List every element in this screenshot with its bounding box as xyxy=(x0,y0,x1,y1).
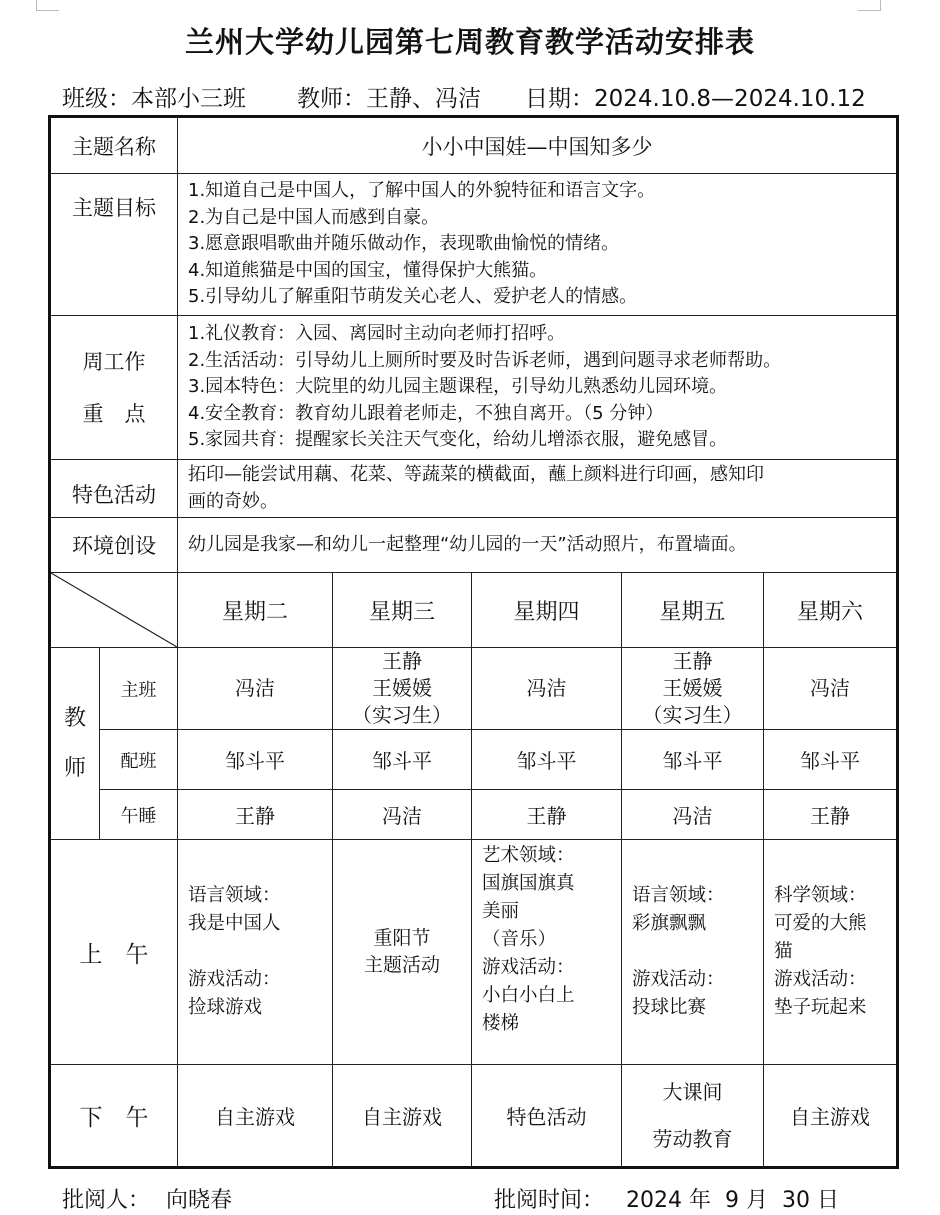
goals-row xyxy=(50,174,898,316)
class-label: 班级： xyxy=(62,86,131,112)
assist-teacher-row xyxy=(50,730,898,790)
activity-line xyxy=(632,938,759,966)
afternoon-activity-cell: 自主游戏 xyxy=(764,1065,898,1168)
morning-activity-cell xyxy=(764,840,898,1065)
goal-item: 5.引导幼儿了解重阳节萌发关心老人、爱护老人的情感。 xyxy=(188,286,638,308)
activity-line: 大课间 xyxy=(662,1079,723,1104)
day-header: 星期四 xyxy=(472,573,622,648)
document-title: 兰州大学幼儿园第七周教育教学活动安排表 xyxy=(184,25,755,59)
focus-item: 4.安全教育：教育幼儿跟着老师走，不独自离开。（5 分钟） xyxy=(188,402,664,424)
day-header: 星期三 xyxy=(333,573,472,648)
environment-text: 幼儿园是我家—和幼儿一起整理“幼儿园的一天”活动照片，布置墙面。 xyxy=(188,533,747,555)
theme-row xyxy=(50,117,898,174)
teacher-name: 王媛媛 xyxy=(662,676,723,700)
goals-list xyxy=(178,174,898,316)
teacher-info xyxy=(297,80,481,113)
activity-line: （音乐） xyxy=(482,929,557,950)
activity-line: 游戏活动： xyxy=(188,969,281,990)
teacher-name: 王媛媛 xyxy=(372,676,432,700)
activity-line: 游戏活动： xyxy=(632,969,725,990)
teacher-name: 冯洁 xyxy=(235,676,275,700)
activity-line: 楼梯 xyxy=(482,1013,520,1034)
activity-line: 捡球游戏 xyxy=(188,997,263,1018)
main-teacher-cell xyxy=(622,648,764,730)
teacher-name: 王静 xyxy=(382,649,422,673)
special-label: 特色活动 xyxy=(50,460,178,518)
assist-teacher-label: 配班 xyxy=(100,730,178,790)
activity-line: 我是中国人 xyxy=(188,913,281,934)
goals-label: 主题目标 xyxy=(50,174,178,316)
teachers-label-line1: 教 xyxy=(63,705,86,731)
day-header: 星期二 xyxy=(178,573,333,648)
teacher-value: 王静、冯洁 xyxy=(366,86,481,112)
activity-line: 彩旗飘飘 xyxy=(632,913,707,934)
date-value: 2024.10.8—2024.10.12 xyxy=(594,86,866,112)
activity-line: 游戏活动： xyxy=(482,957,575,978)
days-header-row xyxy=(50,573,898,648)
focus-item: 2.生活活动：引导幼儿上厕所时要及时告诉老师，遇到问题寻求老师帮助。 xyxy=(188,349,782,371)
theme-label: 主题名称 xyxy=(50,117,178,174)
teacher-note: （实习生） xyxy=(352,703,452,727)
assist-teacher-cell: 邹斗平 xyxy=(178,730,333,790)
afternoon-activity-cell: 自主游戏 xyxy=(333,1065,472,1168)
class-value: 本部小三班 xyxy=(131,86,246,112)
review-time-label: 批阅时间： xyxy=(494,1188,605,1213)
morning-label: 上 午 xyxy=(50,840,178,1065)
nap-teacher-cell: 冯洁 xyxy=(333,790,472,840)
teacher-name: 王静 xyxy=(672,649,713,673)
environment-label: 环境创设 xyxy=(50,518,178,573)
main-teacher-cell xyxy=(472,648,622,730)
afternoon-activity-cell: 特色活动 xyxy=(472,1065,622,1168)
goal-item: 2.为自己是中国人而感到自豪。 xyxy=(188,206,440,228)
focus-row xyxy=(50,316,898,460)
main-teacher-label: 主班 xyxy=(100,648,178,730)
activity-line: 游戏活动： xyxy=(774,969,867,990)
focus-item: 3.园本特色：大院里的幼儿园主题课程，引导幼儿熟悉幼儿园环境。 xyxy=(188,376,728,398)
morning-activity-cell xyxy=(178,840,333,1065)
teacher-name: 冯洁 xyxy=(810,676,851,700)
day-header: 星期五 xyxy=(622,573,764,648)
morning-activity-cell xyxy=(622,840,764,1065)
goal-item: 3.愿意跟唱歌曲并随乐做动作，表现歌曲愉悦的情绪。 xyxy=(188,233,620,255)
goal-item: 1.知道自己是中国人，了解中国人的外貌特征和语言文字。 xyxy=(188,180,656,202)
afternoon-label: 下 午 xyxy=(50,1065,178,1168)
crop-mark-right xyxy=(858,0,881,11)
activity-line: 小白小白上 xyxy=(482,985,575,1006)
activity-line: 国旗国旗真 xyxy=(482,873,575,894)
schedule-table xyxy=(48,115,899,1169)
activity-line: 重阳节 xyxy=(373,927,431,949)
schedule-table-wrapper xyxy=(48,115,896,1166)
activity-line: 垫子玩起来 xyxy=(774,997,867,1018)
crop-mark-left xyxy=(36,0,59,11)
class-info xyxy=(62,80,246,113)
main-teacher-cell xyxy=(178,648,333,730)
teachers-label-line2: 师 xyxy=(63,755,86,781)
environment-row xyxy=(50,518,898,573)
diagonal-line xyxy=(51,573,177,647)
special-row xyxy=(50,460,898,518)
review-time-info xyxy=(494,1183,839,1214)
day-header: 星期六 xyxy=(764,573,898,648)
nap-teacher-cell: 王静 xyxy=(178,790,333,840)
main-teacher-row xyxy=(50,648,898,730)
focus-label-line2: 重 点 xyxy=(82,401,146,426)
afternoon-activity-cell: 自主游戏 xyxy=(178,1065,333,1168)
morning-activity-cell xyxy=(333,840,472,1065)
assist-teacher-cell: 邹斗平 xyxy=(333,730,472,790)
date-label: 日期： xyxy=(525,86,594,112)
nap-teacher-cell: 王静 xyxy=(472,790,622,840)
teacher-label: 教师： xyxy=(297,86,366,112)
teachers-label xyxy=(50,648,100,840)
nap-teacher-cell: 王静 xyxy=(764,790,898,840)
focus-item: 5.家园共育：提醒家长关注天气变化，给幼儿增添衣服，避免感冒。 xyxy=(188,429,728,451)
activity-line: 艺术领域： xyxy=(482,845,575,866)
diagonal-corner-cell xyxy=(50,573,178,648)
focus-label xyxy=(50,316,178,460)
reviewer-label: 批阅人： xyxy=(62,1188,151,1213)
activity-line: 语言领域： xyxy=(632,885,725,906)
activity-line: 科学领域： xyxy=(774,885,867,906)
focus-item: 1.礼仪教育：入园、离园时主动向老师打招呼。 xyxy=(188,323,566,345)
assist-teacher-cell: 邹斗平 xyxy=(622,730,764,790)
special-line: 画的奇妙。 xyxy=(188,490,278,512)
activity-line: 劳动教育 xyxy=(652,1126,733,1151)
activity-line: 主题活动 xyxy=(363,954,440,976)
morning-row xyxy=(50,840,898,1065)
date-info xyxy=(525,80,866,113)
activity-line xyxy=(622,1106,763,1126)
focus-label-line1: 周工作 xyxy=(82,349,146,374)
reviewer-value: 向晓春 xyxy=(166,1188,233,1213)
morning-activity-cell xyxy=(472,840,622,1065)
activity-line: 可爱的大熊 xyxy=(774,913,867,934)
activity-line xyxy=(188,938,328,966)
afternoon-row xyxy=(50,1065,898,1168)
focus-list xyxy=(178,316,898,460)
main-teacher-cell xyxy=(333,648,472,730)
afternoon-activity-cell xyxy=(622,1065,764,1168)
review-time-value: 2024 年 9 月 30 日 xyxy=(626,1188,839,1213)
nap-teacher-label: 午睡 xyxy=(100,790,178,840)
nap-teacher-cell: 冯洁 xyxy=(622,790,764,840)
activity-line: 猫 xyxy=(774,941,793,962)
activity-line: 投球比赛 xyxy=(632,997,707,1018)
special-value xyxy=(178,460,898,518)
activity-line: 美丽 xyxy=(482,901,520,922)
special-line: 拓印—能尝试用藕、花菜、等蔬菜的横截面，蘸上颜料进行印画，感知印 xyxy=(188,464,764,485)
assist-teacher-cell: 邹斗平 xyxy=(764,730,898,790)
environment-value xyxy=(178,518,898,573)
teacher-note: （实习生） xyxy=(642,703,743,727)
main-teacher-cell xyxy=(764,648,898,730)
nap-teacher-row xyxy=(50,790,898,840)
goal-item: 4.知道熊猫是中国的国宝，懂得保护大熊猫。 xyxy=(188,259,548,281)
assist-teacher-cell: 邹斗平 xyxy=(472,730,622,790)
reviewer-info xyxy=(62,1183,232,1214)
theme-value: 小小中国娃—中国知多少 xyxy=(178,117,898,174)
activity-line: 语言领域： xyxy=(188,885,281,906)
teacher-name: 冯洁 xyxy=(526,676,567,700)
